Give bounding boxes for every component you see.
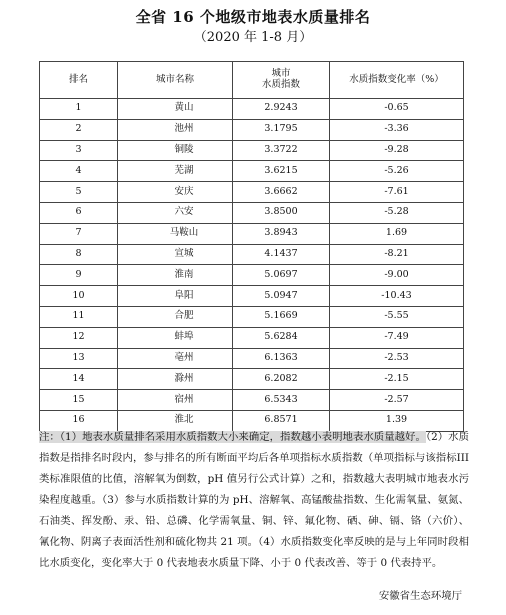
- header-city: 城市名称: [118, 62, 233, 99]
- city-cell: [118, 119, 233, 140]
- city-name: 淮北: [174, 414, 194, 426]
- table-row: [40, 327, 464, 348]
- rank-cell: 15: [40, 390, 118, 411]
- city-cell: [118, 140, 233, 161]
- change-cell: 1.39: [330, 410, 464, 431]
- change-cell: -9.00: [330, 265, 464, 286]
- table-row: [40, 99, 464, 120]
- rank-cell: 12: [40, 327, 118, 348]
- change-cell: -10.43: [330, 286, 464, 307]
- change-cell: -8.21: [330, 244, 464, 265]
- index-cell: 3.8500: [233, 202, 330, 223]
- change-cell: 1.69: [330, 223, 464, 244]
- city-name: 黄山: [174, 102, 194, 114]
- page-subtitle: （2020 年 1-8 月）: [193, 30, 313, 45]
- change-cell: -7.61: [330, 182, 464, 203]
- rank-cell: 7: [40, 223, 118, 244]
- header-index-line1: 城市: [271, 68, 291, 80]
- rank-cell: 9: [40, 265, 118, 286]
- rank-cell: 13: [40, 348, 118, 369]
- table-row: [40, 265, 464, 286]
- table-row: [40, 286, 464, 307]
- table-row: [40, 161, 464, 182]
- header-rank: 排名: [40, 62, 118, 99]
- table-row: [40, 348, 464, 369]
- header-index: [233, 62, 330, 99]
- city-name: 阜阳: [174, 289, 194, 301]
- change-cell: -5.26: [330, 161, 464, 182]
- rank-cell: 3: [40, 140, 118, 161]
- city-name: 宣城: [174, 248, 194, 260]
- notes: [39, 427, 469, 574]
- city-name: 合肥: [174, 310, 194, 322]
- index-cell: 5.0947: [233, 286, 330, 307]
- city-name: 马鞍山: [169, 227, 199, 239]
- change-cell: -9.28: [330, 140, 464, 161]
- city-name: 滁州: [174, 372, 194, 384]
- table-body: [40, 99, 464, 432]
- table-row: [40, 140, 464, 161]
- city-cell: [118, 99, 233, 120]
- city-name: 池州: [174, 123, 194, 135]
- table-row: [40, 119, 464, 140]
- change-cell: -2.53: [330, 348, 464, 369]
- index-cell: 4.1437: [233, 244, 330, 265]
- rank-cell: 8: [40, 244, 118, 265]
- change-cell: -7.49: [330, 327, 464, 348]
- index-cell: 5.6284: [233, 327, 330, 348]
- header-change: 水质指数变化率（%）: [330, 62, 464, 99]
- index-cell: 6.8571: [233, 410, 330, 431]
- index-cell: 5.1669: [233, 306, 330, 327]
- table-row: [40, 244, 464, 265]
- notes-highlight: 注：（1）地表水质量排名采用水质指数大小来确定，指数越小表明地表水质量越好。: [39, 431, 426, 443]
- table-row: [40, 369, 464, 390]
- city-cell: [118, 244, 233, 265]
- rank-cell: 1: [40, 99, 118, 120]
- table-row: [40, 202, 464, 223]
- city-name: 安庆: [174, 185, 194, 197]
- source-label: 安徽省生态环境厅: [378, 590, 462, 602]
- city-cell: [118, 306, 233, 327]
- rank-cell: 6: [40, 202, 118, 223]
- city-cell: [118, 369, 233, 390]
- city-cell: [118, 182, 233, 203]
- index-cell: 3.8943: [233, 223, 330, 244]
- rank-cell: 10: [40, 286, 118, 307]
- index-cell: 3.6215: [233, 161, 330, 182]
- city-name: 蚌埠: [174, 331, 194, 343]
- city-name: 铜陵: [174, 144, 194, 156]
- city-name: 六安: [174, 206, 194, 218]
- rank-cell: 14: [40, 369, 118, 390]
- change-cell: -2.57: [330, 390, 464, 411]
- rank-cell: 4: [40, 161, 118, 182]
- index-cell: 3.1795: [233, 119, 330, 140]
- header-index-line2: 水质指数: [261, 79, 300, 90]
- city-cell: [118, 161, 233, 182]
- table-row: [40, 390, 464, 411]
- city-cell: [118, 202, 233, 223]
- index-cell: 6.1363: [233, 348, 330, 369]
- city-name: 宿州: [174, 393, 194, 405]
- city-name: 淮南: [174, 268, 194, 280]
- city-cell: [118, 265, 233, 286]
- rank-cell: 11: [40, 306, 118, 327]
- notes-body: （2）水质指数是指排名时段内，参与排名的所有断面平均后各单项指标水质指数（单项指标与该指标III类标准限值的比值，溶解氧为倒数，pH 值另行公式计算）之和，指数越大表明城市地表水污染程度越重。（3）参与水质指数计算的为 pH、溶解氧、高锰酸盐指数、生化需氧量、氨氮、石油类、挥发酚、汞、铅、总磷、化学需氧量、铜、锌、氟化物、硒、砷、镉、铬（六价）、氰化物、阴离子表面活性剂和硫化物共 21 项。（4）水质指数变化率反映的是与上年同时段相比水质变化，变化率大于 0 代表地表水质量下降、小于 0 代表改善、等于 0 代表持平。: [39, 431, 469, 569]
- index-cell: 3.6662: [233, 182, 330, 203]
- index-cell: 5.0697: [233, 265, 330, 286]
- index-cell: 3.3722: [233, 140, 330, 161]
- page-title: 全省 16 个地级市地表水质量排名: [135, 8, 371, 26]
- city-cell: [118, 327, 233, 348]
- city-cell: [118, 223, 233, 244]
- city-cell: [118, 286, 233, 307]
- city-name: 亳州: [174, 352, 194, 363]
- table-header-row: [40, 62, 464, 99]
- city-cell: [118, 348, 233, 369]
- change-cell: -5.55: [330, 306, 464, 327]
- change-cell: -5.28: [330, 202, 464, 223]
- rank-cell: 5: [40, 182, 118, 203]
- rank-cell: 16: [40, 410, 118, 431]
- change-cell: -2.15: [330, 369, 464, 390]
- rank-cell: 2: [40, 119, 118, 140]
- index-cell: 2.9243: [233, 99, 330, 120]
- index-cell: 6.2082: [233, 369, 330, 390]
- change-cell: -0.65: [330, 99, 464, 120]
- city-name: 芜湖: [174, 164, 194, 176]
- table-row: [40, 223, 464, 244]
- table-row: [40, 182, 464, 203]
- table-row: [40, 306, 464, 327]
- change-cell: -3.36: [330, 119, 464, 140]
- city-cell: [118, 390, 233, 411]
- index-cell: 6.5343: [233, 390, 330, 411]
- ranking-table: [39, 61, 464, 432]
